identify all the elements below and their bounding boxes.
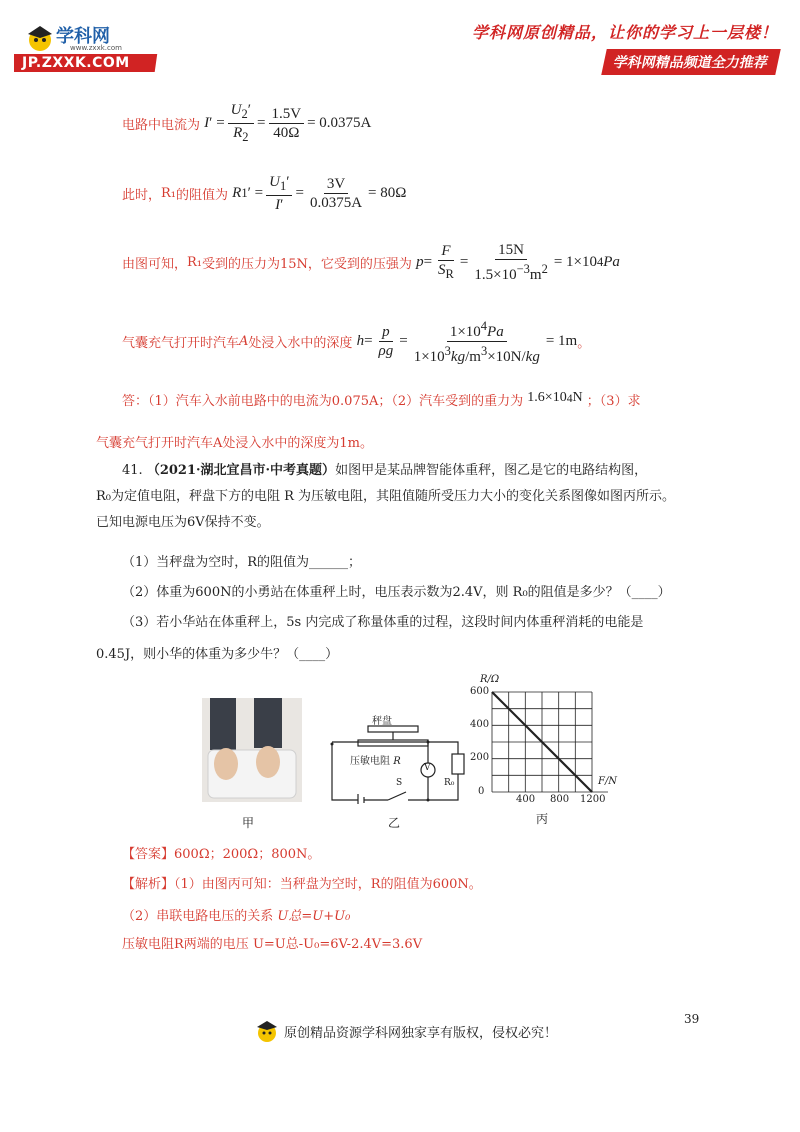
analysis-line-2a: （2）串联电路电压的关系 bbox=[122, 909, 274, 924]
question-sub-3b: 0.45J，则小华的体重为多少牛？（____） bbox=[96, 647, 339, 662]
figure-circuit bbox=[328, 712, 470, 804]
answer-line bbox=[122, 842, 320, 868]
circuit-switch-label: S bbox=[396, 778, 403, 788]
gravity-value: 1.6×10 4 N bbox=[527, 390, 583, 405]
graph-y-tick-600: 600 bbox=[470, 686, 490, 697]
depth-label-b: 处浸入水中的深度 bbox=[248, 336, 353, 351]
figure-photo-scale bbox=[202, 698, 302, 802]
question-text-1: 如图甲是某品牌智能体重秤，图乙是它的电路结构图， bbox=[335, 463, 648, 478]
depth-formula: h = $\frac{p}{\rho g}$ = $\frac{1\times 10^4Pa}{1\times 10^3kg/m^3\times 10N/kg}$ = 1m bbox=[356, 319, 578, 365]
question-41 bbox=[122, 458, 742, 484]
site-logo bbox=[14, 20, 164, 74]
logo-text: 学科网 bbox=[56, 26, 110, 47]
solution-current-line bbox=[122, 102, 371, 145]
figure-label-jia: 甲 bbox=[242, 816, 255, 830]
graph-y-tick-200: 200 bbox=[470, 752, 490, 763]
header-banner[interactable]: 学科网精品频道全力推荐 bbox=[601, 49, 781, 75]
solution-pressure-line bbox=[122, 242, 620, 283]
graph-x-tick-800: 800 bbox=[550, 794, 570, 805]
pressure-formula: p = $\frac{F}{S_R}$ = $\frac{15N}{1.5\times 10^{-3}m^2}$ = 1×10 4 Pa bbox=[416, 242, 620, 283]
question-text-3: 已知电源电压为6V保持不变。 bbox=[96, 515, 270, 530]
logo-sub: www.zxxk.com bbox=[70, 44, 122, 52]
graph-y-label: R/Ω bbox=[480, 674, 500, 685]
analysis-line-3 bbox=[122, 932, 422, 958]
answer-text: 600Ω；200Ω；800N。 bbox=[174, 847, 321, 862]
analysis-line-2b: U总=U+U₀ bbox=[277, 909, 351, 924]
circuit-plate-label: 秤盘 bbox=[372, 716, 392, 727]
solution-depth-line bbox=[122, 318, 590, 365]
question-sub-1: （1）当秤盘为空时，R的阻值为______； bbox=[122, 555, 362, 570]
analysis-line-3a: 压敏电阻 bbox=[122, 937, 175, 952]
graph-x-label: F/N bbox=[598, 776, 618, 787]
circuit-r-text: R bbox=[393, 756, 401, 767]
figure-label-yi: 乙 bbox=[388, 816, 401, 830]
prev-answer-a: 答：（1）汽车入水前电路中的电流为0.075A；（2）汽车受到的重力为 bbox=[122, 394, 524, 409]
pressure-label-c: 受到的压力为15N，它受到的压强为 bbox=[202, 257, 412, 272]
analysis-line-2 bbox=[122, 904, 350, 930]
current-formula: I ′ = $\frac{U_2'}{R_2}$ = $\frac{1.5V}{40\Omega}$ = 0.0375A bbox=[204, 102, 372, 144]
analysis-line-1 bbox=[122, 872, 482, 898]
analysis-label: 【解析】 bbox=[122, 877, 175, 892]
circuit-meter-label: V bbox=[424, 763, 431, 773]
depth-label-a: A bbox=[239, 334, 249, 349]
current-label: 电路中电流为 bbox=[122, 118, 201, 133]
graph-y-tick-400: 400 bbox=[470, 719, 490, 730]
analysis-line-3c: U=U总-U₀=6V-2.4V=3.6V bbox=[252, 937, 423, 952]
depth-label: 气囊充气打开时汽车 bbox=[122, 336, 240, 351]
analysis-line-1-text: （1）由图丙可知：当秤盘为空时，R的阻值为600N。 bbox=[174, 877, 482, 892]
answer-label: 【答案】 bbox=[122, 847, 175, 862]
pressure-label-b: R₁ bbox=[187, 255, 203, 270]
page-number: 39 bbox=[684, 1012, 700, 1026]
prev-answer-line bbox=[122, 390, 641, 409]
analysis-line-3b: R两端的电压 bbox=[174, 937, 249, 952]
figure-graph bbox=[468, 672, 628, 808]
r1-label-b: R₁ bbox=[161, 186, 177, 201]
footer-mascot-icon bbox=[254, 1018, 280, 1044]
circuit-resistor-label bbox=[350, 752, 401, 767]
question-sub-2: （2）体重为600N的小勇站在体重秤上时，电压表示数为2.4V，则 R₀的阻值是多少？（____） bbox=[122, 585, 671, 600]
circuit-r0-label: R₀ bbox=[444, 778, 455, 788]
graph-x-tick-400: 400 bbox=[516, 794, 536, 805]
question-number: 41. bbox=[122, 463, 143, 478]
footer bbox=[254, 1018, 594, 1044]
question-text-2: R₀为定值电阻，秤盘下方的电阻 R 为压敏电阻，其阻值随所受压力大小的变化关系图像如图丙所示。 bbox=[96, 489, 676, 504]
footer-copyright: 原创精品资源学科网独家享有版权，侵权必究！ bbox=[284, 1025, 558, 1041]
resistance-force-graph bbox=[468, 672, 628, 808]
question-sub-3a: （3）若小华站在体重秤上，5s 内完成了称量体重的过程，这段时间内体重秤消耗的电能是 bbox=[122, 615, 644, 630]
prev-answer-line-2: 气囊充气打开时汽车A处浸入水中的深度为1m。 bbox=[96, 436, 373, 451]
pressure-label-a: 由图可知， bbox=[122, 257, 188, 272]
depth-end: 。 bbox=[577, 336, 591, 351]
r1-formula: R 1 ′ = $\frac{U_1'}{I'}$ = $\frac{3V}{0.0375A}$ = 80Ω bbox=[232, 174, 407, 213]
question-source: （2021·湖北宜昌市·中考真题） bbox=[146, 463, 336, 478]
scale-photo-illustration bbox=[202, 698, 302, 802]
logo-url[interactable]: JP.ZXXK.COM bbox=[22, 55, 130, 71]
figure-label-bing: 丙 bbox=[536, 812, 549, 826]
solution-r1-line bbox=[122, 174, 406, 213]
header-slogan: 学科网原创精品，让你的学习上一层楼！ bbox=[471, 23, 778, 42]
prev-answer-b: ；（3）求 bbox=[586, 394, 641, 409]
circuit-resistor-text: 压敏电阻 bbox=[350, 756, 390, 767]
header-slogan-block bbox=[472, 20, 778, 75]
r1-label-a: 此时， bbox=[122, 188, 162, 203]
r1-label-c: 的阻值为 bbox=[176, 188, 229, 203]
graph-origin: 0 bbox=[478, 786, 485, 797]
graph-x-tick-1200: 1200 bbox=[580, 794, 606, 805]
